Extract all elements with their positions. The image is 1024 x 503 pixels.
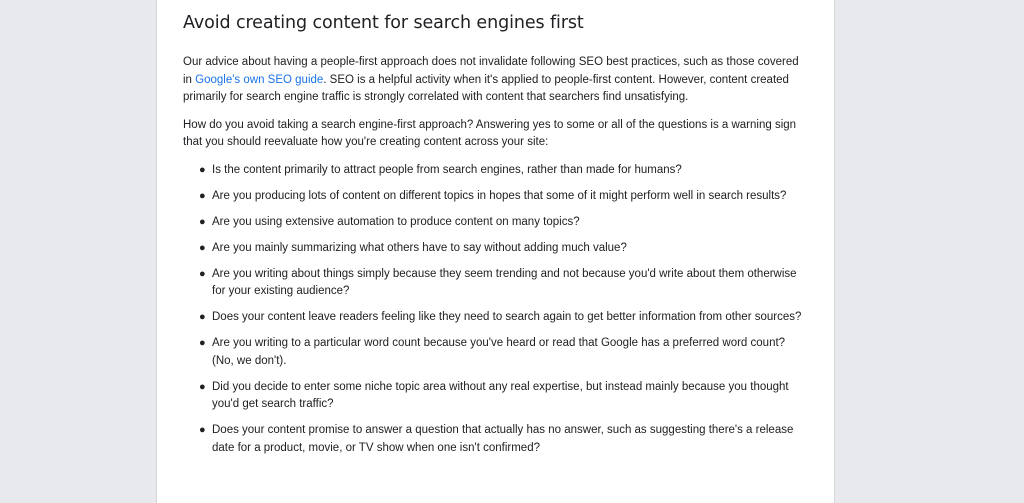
article-page: [157, 0, 834, 503]
right-margin: [834, 0, 1024, 503]
seo-guide-link[interactable]: Google's own SEO guide: [195, 73, 324, 86]
list-item: [199, 309, 808, 327]
intro-text-before-link: Our advice about having a people-first approach does not invalidate following SEO best practices, such as those covered in: [183, 56, 799, 86]
list-item-text: Are you writing to a particular word count because you've heard or read that Google has a preferred word count? (No, we don't).: [212, 337, 786, 367]
bullet-icon: ●: [199, 163, 206, 176]
intro-text-after-link: . SEO is a helpful activity when it's applied to people-first content. However, content created primarily for search engine traffic is strongly correlated with content that searchers find unsatisfying.: [183, 73, 789, 103]
list-item-text: Are you writing about things simply because they seem trending and not because you'd write about them otherwise for your existing audience?: [212, 267, 797, 297]
list-item-text: Are you using extensive automation to produce content on many topics?: [212, 215, 580, 228]
list-item-text: Are you producing lots of content on different topics in hopes that some of it might perform well in search results?: [212, 189, 787, 202]
intro-paragraph: [183, 54, 808, 107]
list-item: [199, 379, 808, 414]
bullet-icon: ●: [199, 380, 206, 393]
list-item-text: Are you mainly summarizing what others have to say without adding much value?: [212, 241, 627, 254]
bullet-icon: ●: [199, 215, 206, 228]
question-list: [183, 162, 808, 458]
list-item: [199, 188, 808, 206]
bullet-icon: ●: [199, 337, 206, 349]
list-item: [199, 162, 808, 180]
bullet-icon: ●: [199, 311, 206, 323]
bullet-icon: ●: [199, 424, 206, 436]
question-intro-paragraph: How do you avoid taking a search engine-first approach? Answering yes to some or all of the questions is a warning sign that you should reevaluate how you're creating content across your site:: [183, 118, 797, 148]
section-heading: Avoid creating content for search engines first: [183, 13, 584, 33]
bullet-icon: ●: [199, 267, 206, 280]
bullet-icon: ●: [199, 241, 206, 254]
list-item-text: Did you decide to enter some niche topic area without any real expertise, but instead mainly because you thought you'd get search traffic?: [212, 380, 789, 410]
list-item: [199, 266, 808, 301]
list-item: [199, 214, 808, 232]
list-item: [199, 422, 808, 457]
bullet-icon: ●: [199, 189, 206, 202]
list-item-text: Does your content promise to answer a question that actually has no answer, such as suggesting there's a release date for a product, movie, or TV show when one isn't confirmed?: [212, 424, 794, 454]
left-margin: [0, 0, 157, 503]
list-item-text: Does your content leave readers feeling like they need to search again to get better information from other sources?: [212, 311, 802, 323]
list-item-text: Is the content primarily to attract people from search engines, rather than made for humans?: [212, 163, 682, 176]
list-item: [199, 240, 808, 258]
list-item: [199, 335, 808, 370]
